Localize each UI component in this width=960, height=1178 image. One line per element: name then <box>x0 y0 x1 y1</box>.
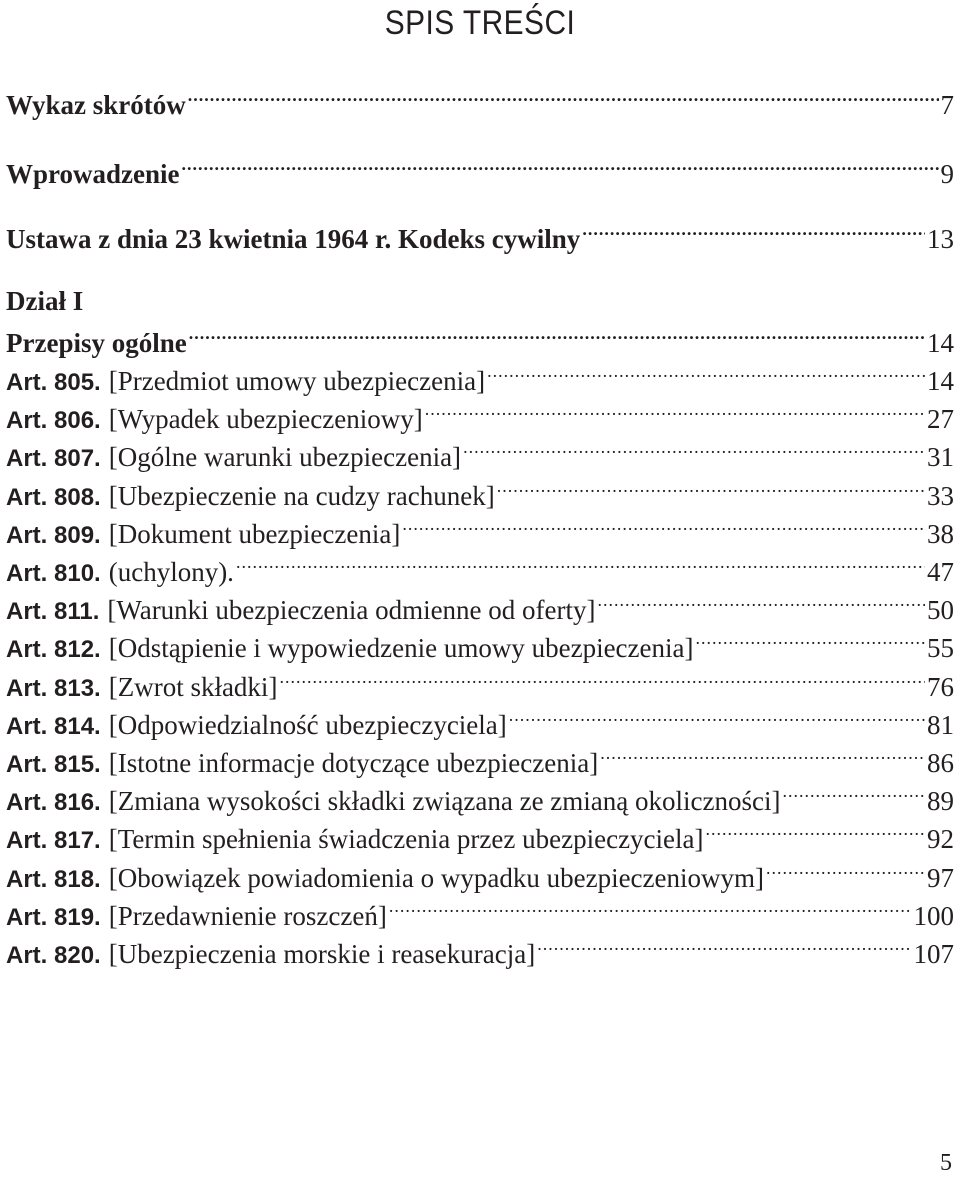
article-page: 50 <box>927 595 954 626</box>
dot-leader <box>696 623 926 657</box>
toc-entry-label: Ustawa z dnia 23 kwietnia 1964 r. Kodeks cywilny <box>6 224 581 254</box>
article-page: 107 <box>913 939 954 969</box>
dot-leader <box>706 814 926 848</box>
article-number: Art. 806. <box>6 407 101 435</box>
article-number: Art. 817. <box>6 827 101 855</box>
article-number: Art. 811. <box>6 598 100 626</box>
article-title: [Zwrot składki] <box>108 671 278 702</box>
article-number: Art. 813. <box>6 674 101 702</box>
dot-leader <box>189 318 925 352</box>
dot-leader <box>463 432 925 466</box>
article-page: 89 <box>927 786 954 817</box>
article-number: Art. 812. <box>6 636 101 664</box>
toc-entry <box>6 80 954 122</box>
toc-entry-label: Wykaz skrótów <box>6 90 186 120</box>
article-page: 33 <box>927 480 954 511</box>
article-title: [Przedmiot umowy ubezpieczenia] <box>108 366 486 396</box>
article-title: [Zmiana wysokości składki związana ze zmianą okoliczności] <box>108 786 781 817</box>
article-label <box>6 937 535 973</box>
article-title: [Odpowiedzialność ubezpieczyciela] <box>108 709 507 740</box>
article-number: Art. 819. <box>6 903 101 931</box>
article-title: (uchylony). <box>108 557 234 587</box>
article-page: 55 <box>927 633 954 664</box>
dot-leader <box>766 853 925 887</box>
article-number: Art. 810. <box>6 560 101 587</box>
dot-leader <box>598 585 926 619</box>
article-page: 92 <box>927 824 954 855</box>
article-title: [Istotne informacje dotyczące ubezpieczenia] <box>108 748 599 778</box>
article-title: [Warunki ubezpieczenia odmienne od oferty] <box>107 595 596 626</box>
toc-entry <box>6 214 954 256</box>
article-number: Art. 816. <box>6 789 101 817</box>
article-page: 31 <box>927 442 954 473</box>
dot-leader <box>402 509 925 543</box>
dot-leader <box>582 214 925 248</box>
article-page: 27 <box>927 404 954 435</box>
toc-entry-page: 14 <box>927 328 954 358</box>
article-title: [Wypadek ubezpieczeniowy] <box>108 404 423 435</box>
toc-entry-page: 9 <box>940 159 954 189</box>
toc-entry <box>6 318 954 360</box>
article-page: 81 <box>927 709 954 740</box>
article-title: [Obowiązek powiadomienia o wypadku ubezpieczeniowym] <box>108 862 764 893</box>
article-title: [Ubezpieczenia morskie i reasekuracja] <box>108 939 536 969</box>
article-number: Art. 818. <box>6 865 101 893</box>
dot-leader <box>279 662 925 696</box>
article-number: Art. 820. <box>6 942 101 969</box>
dot-leader <box>487 356 925 390</box>
dot-leader <box>497 471 925 505</box>
article-number: Art. 805. <box>6 369 101 396</box>
toc-entry <box>6 149 954 191</box>
dot-leader <box>236 547 925 581</box>
article-number: Art. 807. <box>6 445 101 473</box>
article-page: 38 <box>927 518 954 549</box>
article-title: [Przedawnienie roszczeń] <box>108 900 387 931</box>
article-number: Art. 815. <box>6 751 101 778</box>
article-number: Art. 814. <box>6 712 101 740</box>
article-number: Art. 808. <box>6 483 101 511</box>
article-page: 14 <box>927 366 954 396</box>
dot-leader <box>600 738 925 772</box>
article-title: [Ogólne warunki ubezpieczenia] <box>108 442 462 473</box>
page-title: SPIS TREŚCI <box>384 4 576 42</box>
article-page: 47 <box>927 557 954 587</box>
dot-leader <box>509 700 925 734</box>
article-page: 76 <box>927 671 954 702</box>
dot-leader <box>389 891 912 925</box>
article-title: [Dokument ubezpieczenia] <box>108 518 401 549</box>
toc-entry-page: 7 <box>940 90 954 120</box>
section-heading: Dział I <box>6 286 84 316</box>
toc-entry-page: 13 <box>927 224 954 254</box>
dot-leader <box>537 929 911 963</box>
article-entry <box>6 929 954 973</box>
article-title: [Odstąpienie i wypowiedzenie umowy ubezpieczenia] <box>108 633 694 664</box>
dot-leader <box>782 776 925 810</box>
article-page: 86 <box>927 748 954 778</box>
article-number: Art. 809. <box>6 521 101 549</box>
article-title: [Termin spełnienia świadczenia przez ubezpieczyciela] <box>108 824 704 855</box>
dot-leader <box>425 394 925 428</box>
page-number: 5 <box>940 1150 952 1176</box>
toc-entry-label: Przepisy ogólne <box>6 328 187 358</box>
article-title: [Ubezpieczenie na cudzy rachunek] <box>108 480 495 511</box>
dot-leader <box>182 149 939 183</box>
toc-entry-label: Wprowadzenie <box>6 159 180 189</box>
dot-leader <box>188 80 939 114</box>
article-page: 97 <box>927 862 954 893</box>
article-page: 100 <box>913 900 954 931</box>
